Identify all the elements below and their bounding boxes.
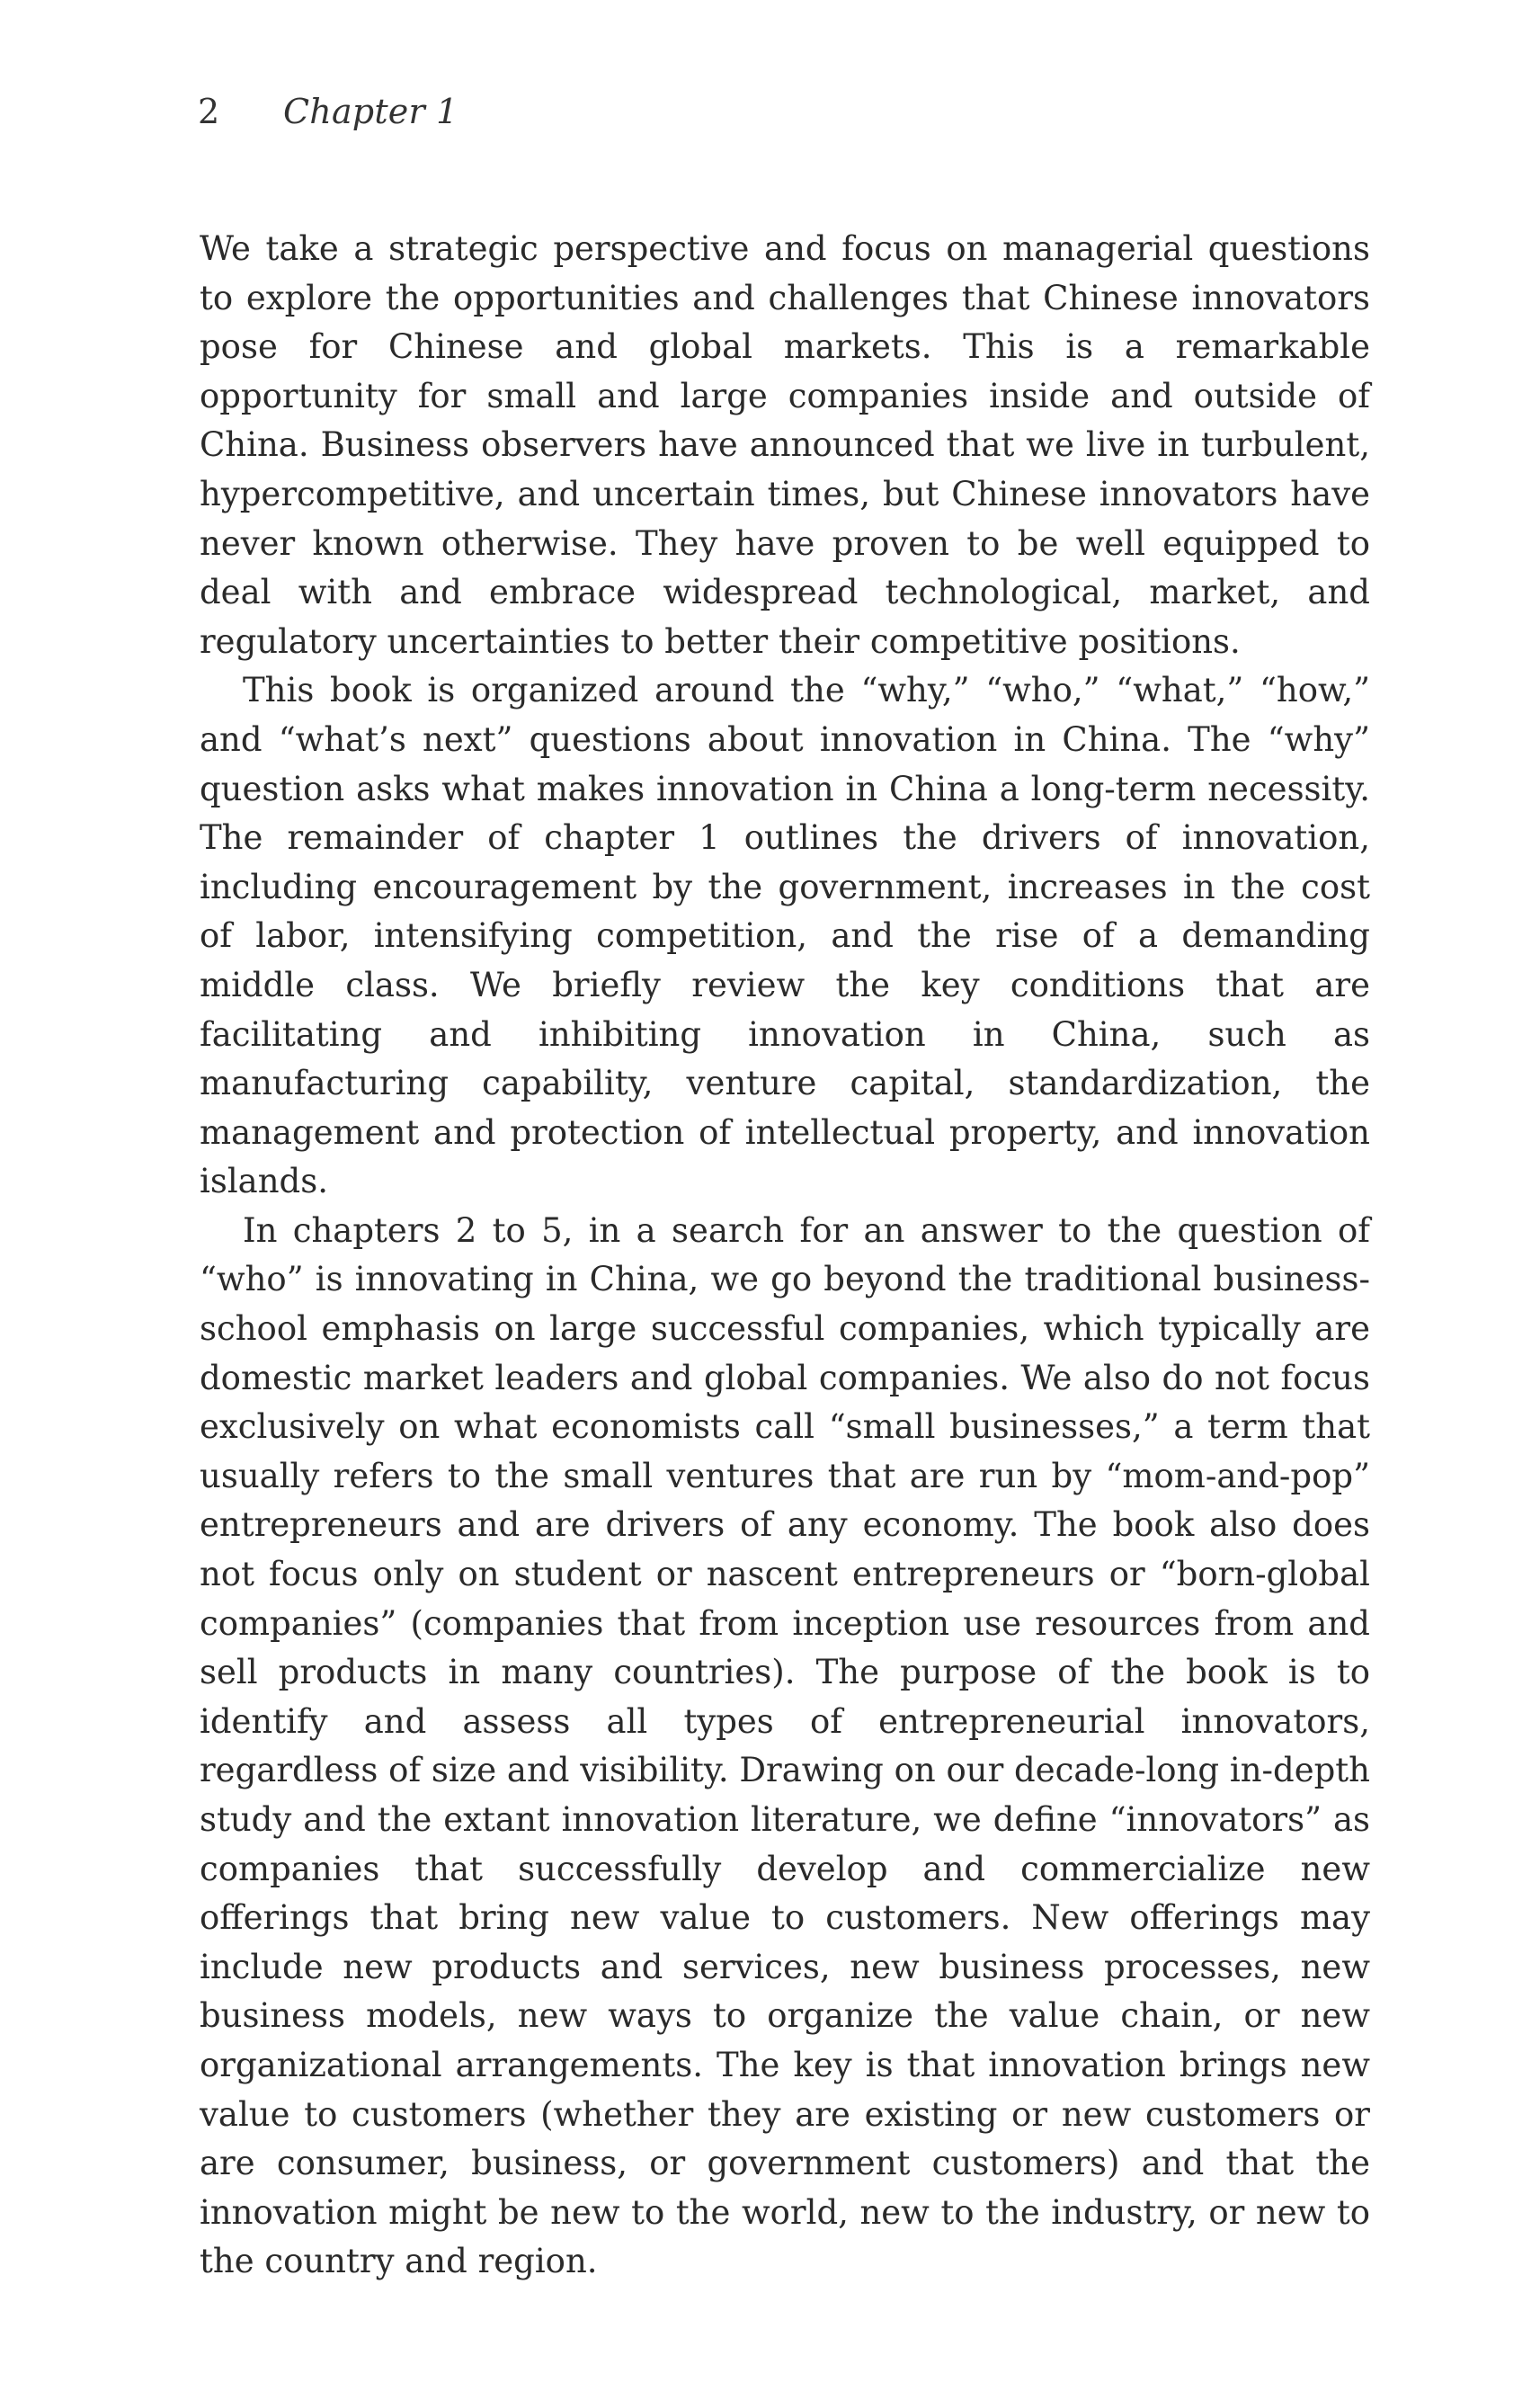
body-text	[200, 225, 1370, 2287]
paragraph-3: In chapters 2 to 5, in a search for an answer to the question of “who” is innovating in China, we go beyond the traditional business-school emphasis on large successful companies, which typically are domestic market leaders and global companies. We also do not focus exclusively on what economists call “small businesses,” a term that usually refers to the small ventures that are run by “mom-and-pop” entrepreneurs and are drivers of any economy. The book also does not focus only on student or nascent entrepreneurs or “born-global companies” (companies that from inception use resources from and sell products in many countries). The purpose of the book is to identify and assess all types of entrepreneurial innovators, regardless of size and visibility. Drawing on our decade-long in-depth study and the extant innovation literature, we define “innovators” as companies that successfully develop and commercialize new offerings that bring new value to customers. New offerings may include new products and services, new business processes, new business models, new ways to organize the value chain, or new organizational arrangements. The key is that innovation brings new value to customers (whether they are existing or new customers or are consumer, business, or government customers) and that the innovation might be new to the world, new to the industry, or new to the country and region.	[200, 1210, 1370, 2281]
chapter-title: Chapter 1	[283, 92, 458, 131]
page-number: 2	[198, 92, 220, 131]
paragraph-1: We take a strategic perspective and focus on managerial questions to explore the opportunities and challenges that Chinese innovators pose for Chinese and global markets. This is a remarkable opportunity for small and large companies inside and outside of China. Business observers have announced that we live in turbulent, hypercompetitive, and uncertain times, but Chinese innovators have never known otherwise. They have proven to be well equipped to deal with and embrace widespread technological, market, and regulatory uncertainties to better their competitive positions.	[200, 229, 1370, 661]
paragraph-2: This book is organized around the “why,” “who,” “what,” “how,” and “what’s next” questions about innovation in China. The “why” question asks what makes innovation in China a long-term necessity. The remainder of chapter 1 outlines the drivers of innovation, including encouragement by the government, increases in the cost of labor, intensifying competition, and the rise of a demanding middle class. We briefly review the key conditions that are facilitating and inhibiting innovation in China, such as manufacturing capability, venture capital, standardization, the management and protection of intellectual property, and innovation islands.	[200, 671, 1370, 1201]
running-head	[198, 90, 458, 133]
